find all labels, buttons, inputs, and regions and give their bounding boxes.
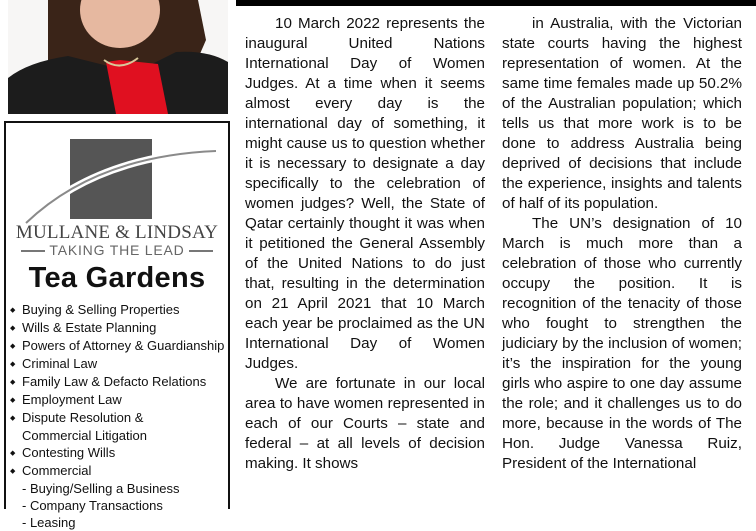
author-photo [8,0,228,114]
service-item: ◆ Powers of Attorney & Guardianship [10,337,224,355]
article-paragraph: The UN’s designation of 10 March is much more than a celebration of those who currently occupy the position. It is recognition of the tenacity of those who fought to strengthen the judiciary by the inclusion of women; it’s the inspiration for the young girls who aspire to one day assume the role; and it challenges us to do more, because in the words of The Hon. Judge Vanessa Ruiz, President of the International [502,215,742,472]
article-column-1 [245,14,485,474]
service-item: ◆ Criminal Law [10,355,224,373]
portrait-image [8,0,228,114]
service-item: ◆ Buying & Selling Properties [10,301,224,319]
service-item: ◆ Family Law & Defacto Relations [10,373,224,391]
service-item: ◆ Dispute Resolution & [10,409,224,427]
article-paragraph: in Australia, with the Victorian state courts having the highest representation of women. At the same time females made up 50.2% of the Australian population; which tells us that more work is to be done to address Australia being deprived of decisions that include the experience, insights and talents of half of its population. [502,15,742,212]
service-item: ◆ Contesting Wills [10,444,224,462]
service-item: ◆ Wills & Estate Planning [10,319,224,337]
article-column-2 [502,14,742,474]
service-item: ◆ Commercial [10,462,224,480]
office-location: Tea Gardens [28,262,206,294]
service-item: - Company Transactions [22,498,163,513]
service-item: ◆ Employment Law [10,391,224,409]
article-paragraph: 10 March 2022 represents the inaugural United Nations International Day of Women Judges. At a time when it seems almost every day is the international day of something, it might cause us to question whether it is necessary to designate a day specifically to the celebration of women judges? Well, the State of Qatar certainly thought it was when it petitioned the General Assembly of the United Nations to do just that, resulting in the determination on 21 April 2021 that 10 March each year be proclaimed as the UN International Day of Women Judges. [245,15,485,372]
tagline-text: TAKING THE LEAD [49,242,185,258]
sidebar [0,0,236,530]
firm-logo-icon [6,131,228,219]
tagline-rule-right [189,250,213,252]
service-item: Commercial Litigation [22,428,147,443]
firm-tagline [6,242,228,258]
article-paragraph: We are fortunate in our local area to have women represented in each of our Courts – state and federal – at all levels of decision making. It shows [245,375,485,472]
services-list [10,301,224,531]
firm-name: MULLANE & LINDSAY [15,222,219,243]
service-item: - Buying/Selling a Business [22,481,180,496]
service-item: - Leasing [22,515,76,530]
law-firm-advertisement [4,121,230,530]
heading-strip [236,0,756,6]
tagline-rule-left [21,250,45,252]
